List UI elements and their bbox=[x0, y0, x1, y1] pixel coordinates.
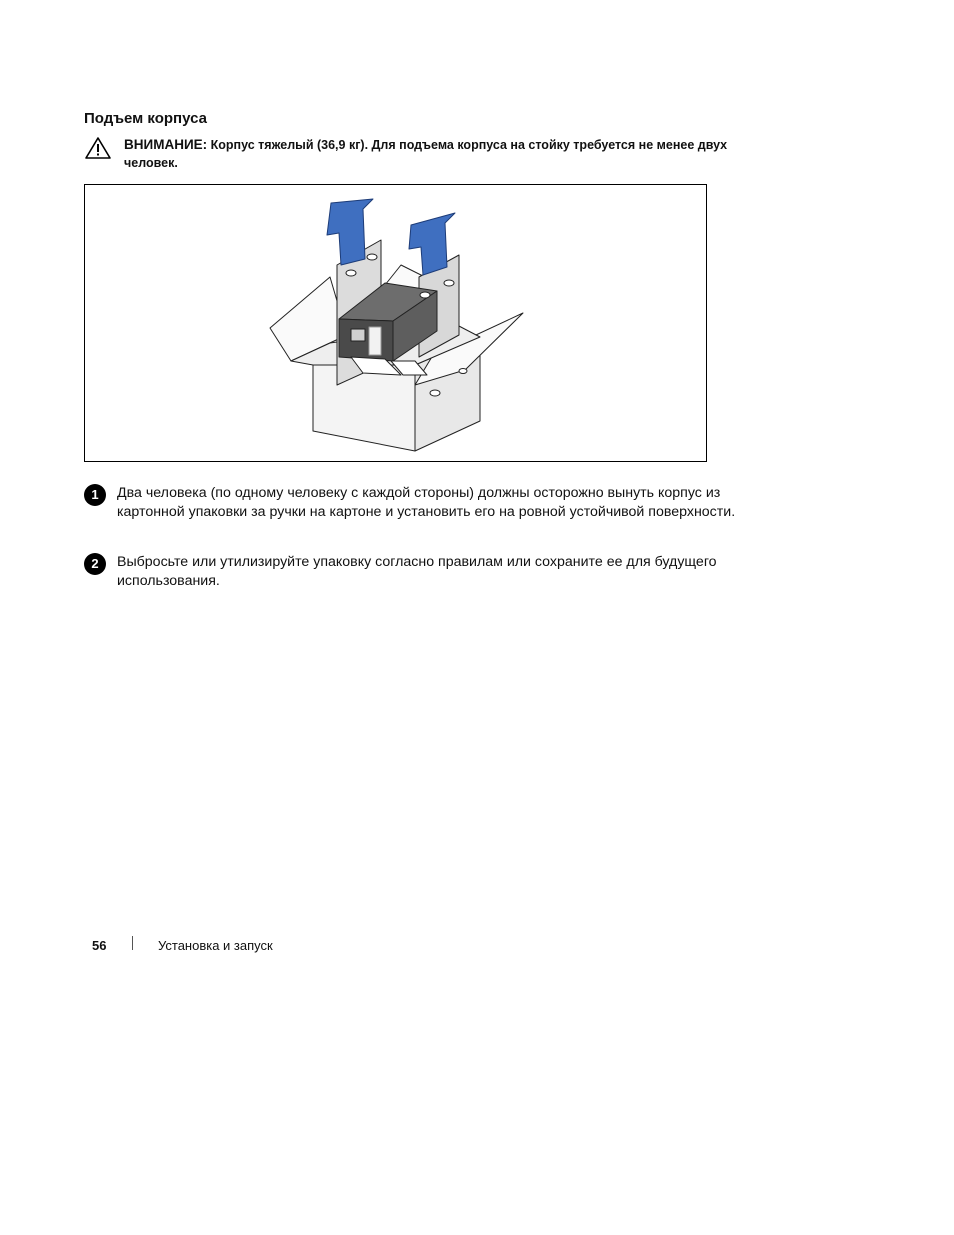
ups-display bbox=[351, 329, 365, 341]
handle-hole bbox=[444, 280, 454, 286]
box-front-face bbox=[313, 365, 415, 451]
step-text: Выбросьте или утилизируйте упаковку согласно правилам или сохраните ее для будущего использования. bbox=[117, 554, 717, 589]
step-number-badge: 1 bbox=[84, 484, 106, 506]
caution-body: Корпус тяжелый (36,9 кг). Для подъема корпуса на стойку требуется не менее двух человек. bbox=[124, 138, 728, 170]
caution-note bbox=[124, 136, 744, 172]
step-number-badge: 2 bbox=[84, 553, 106, 575]
warning-triangle-icon bbox=[84, 136, 112, 160]
box-unpacking-drawing bbox=[85, 185, 708, 463]
section-heading: Подъем корпуса bbox=[84, 110, 207, 127]
ups-front bbox=[339, 319, 393, 361]
chapter-title: Установка и запуск bbox=[158, 938, 273, 953]
handle-hole bbox=[420, 292, 430, 298]
handle-hole bbox=[346, 270, 356, 276]
handle-hole bbox=[430, 390, 440, 396]
handle-hole bbox=[459, 369, 467, 374]
ups-label-panel bbox=[369, 327, 381, 355]
footer-divider bbox=[132, 936, 133, 950]
page-number: 56 bbox=[92, 938, 107, 953]
step-2 bbox=[84, 553, 734, 593]
lifting-illustration bbox=[84, 184, 707, 462]
step-1 bbox=[84, 484, 734, 544]
caution-label: ВНИМАНИЕ: bbox=[124, 137, 208, 152]
step-text: Два человека (по одному человеку с каждой стороны) должны осторожно вынуть корпус из картонной упаковки за ручки на картоне и установить его на ровной устойчивой поверхности. bbox=[117, 485, 736, 520]
handle-hole bbox=[367, 254, 377, 260]
